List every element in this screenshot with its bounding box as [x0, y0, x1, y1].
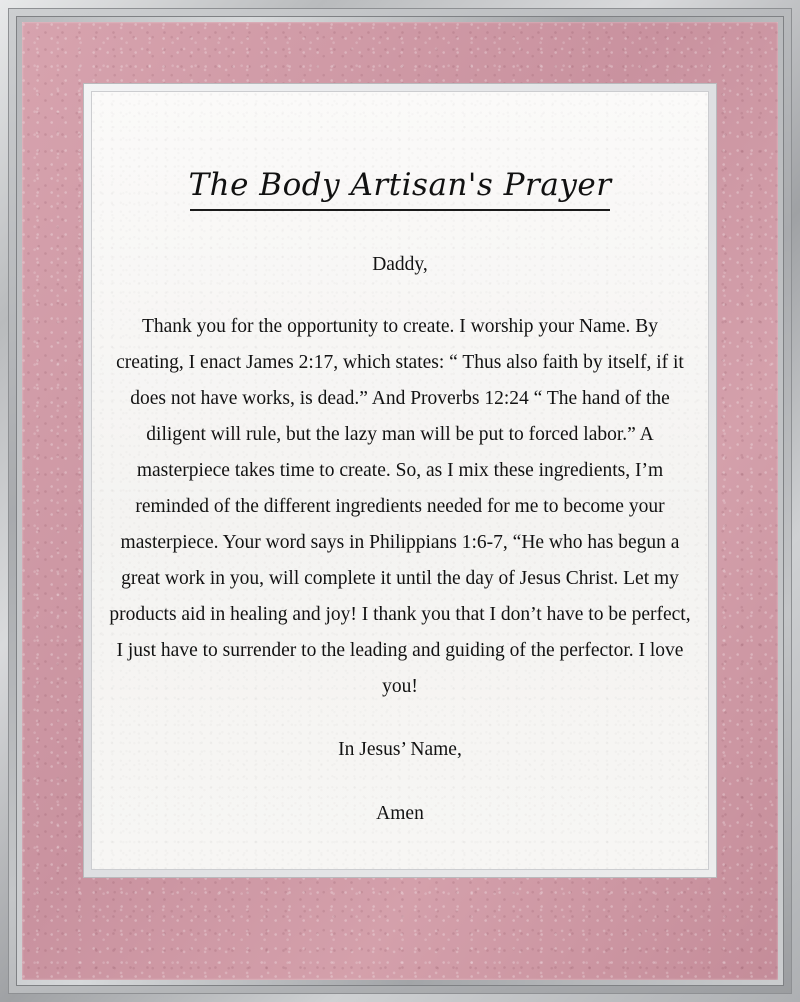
amen-text: Amen [376, 803, 424, 825]
printed-prayer-sheet [92, 92, 708, 869]
mat-board [22, 22, 778, 980]
salutation-text: Daddy, [372, 254, 428, 276]
prayer-body-text: Thank you for the opportunity to create. I worship your Name. By creating, I enact James 2:17, which states: “ Thus also faith by itself, if it does not have works, is dead.” And Proverbs 12:24 “ The hand of the diligent will rule, but the lazy man will be put to forced labor.” A masterpiece takes time to create. So, as I mix these ingredients, I’m reminded of the different ingredients needed for me to become your masterpiece. Your word says in Philippians 1:6-7, “He who has begun a great work in you, will complete it until the day of Jesus Christ. Let my products aid in healing and joy! I thank you that I don’t have to be perfect, I just have to surrender to the leading and guiding of the perfector. I love you! [109, 316, 691, 698]
closing-text: In Jesus’ Name, [338, 739, 462, 761]
title-underline-rule [190, 209, 610, 211]
page-title: The Body Artisan's Prayer [188, 167, 612, 203]
